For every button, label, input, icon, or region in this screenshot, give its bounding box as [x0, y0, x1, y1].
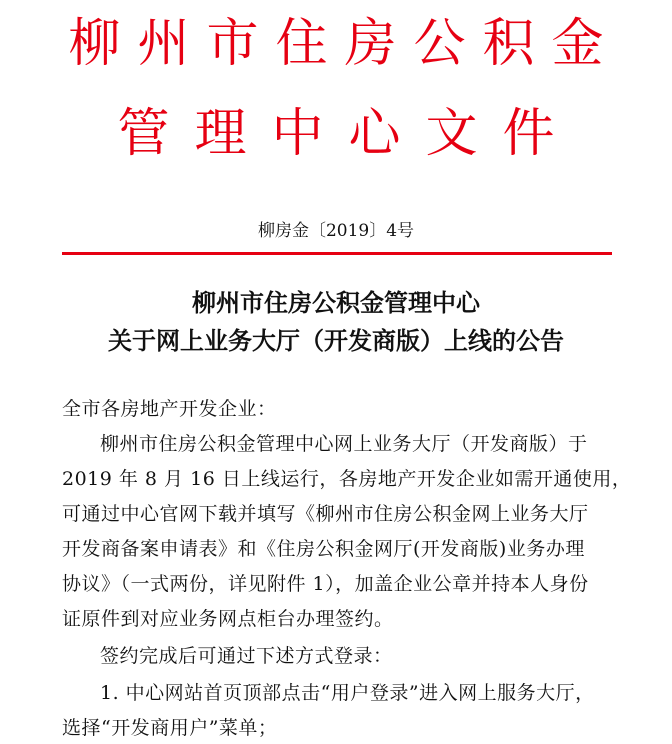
document-title-line-2: 管理中心文件 — [117, 104, 580, 164]
document-number: 柳房金〔2019〕4号 — [257, 221, 415, 241]
paragraph1-line: 2019 年 8 月 16 日上线运行，各房地产开发企业如需开通使用， — [62, 468, 632, 490]
paragraph1-line: 柳州市住房公积金管理中心网上业务大厅（开发商版）于 — [100, 433, 588, 455]
list-item-line: 1. 中心网站首页顶部点击“用户登录”进入网上服务大厅， — [100, 682, 595, 704]
red-divider — [62, 252, 612, 255]
list-item-line: 选择“开发商用户”菜单； — [62, 717, 278, 739]
document-title-line-1: 柳州市住房公积金 — [68, 14, 621, 74]
paragraph2: 签约完成后可通过下述方式登录： — [100, 645, 393, 667]
paragraph1-line: 协议》（一式两份，详见附件 1），加盖企业公章并持本人身份 — [62, 573, 589, 595]
salutation: 全市各房地产开发企业： — [62, 398, 277, 420]
notice-heading-line-1: 柳州市住房公积金管理中心 — [192, 289, 480, 317]
paragraph1-line: 证原件到对应业务网点柜台办理签约。 — [62, 608, 394, 630]
paragraph1-line: 可通过中心官网下载并填写《柳州市住房公积金网上业务大厅 — [62, 503, 589, 525]
notice-heading-line-2: 关于网上业务大厅（开发商版）上线的公告 — [108, 327, 564, 355]
paragraph1-line: 开发商备案申请表》和《住房公积金网厅(开发商版)业务办理 — [62, 538, 585, 560]
